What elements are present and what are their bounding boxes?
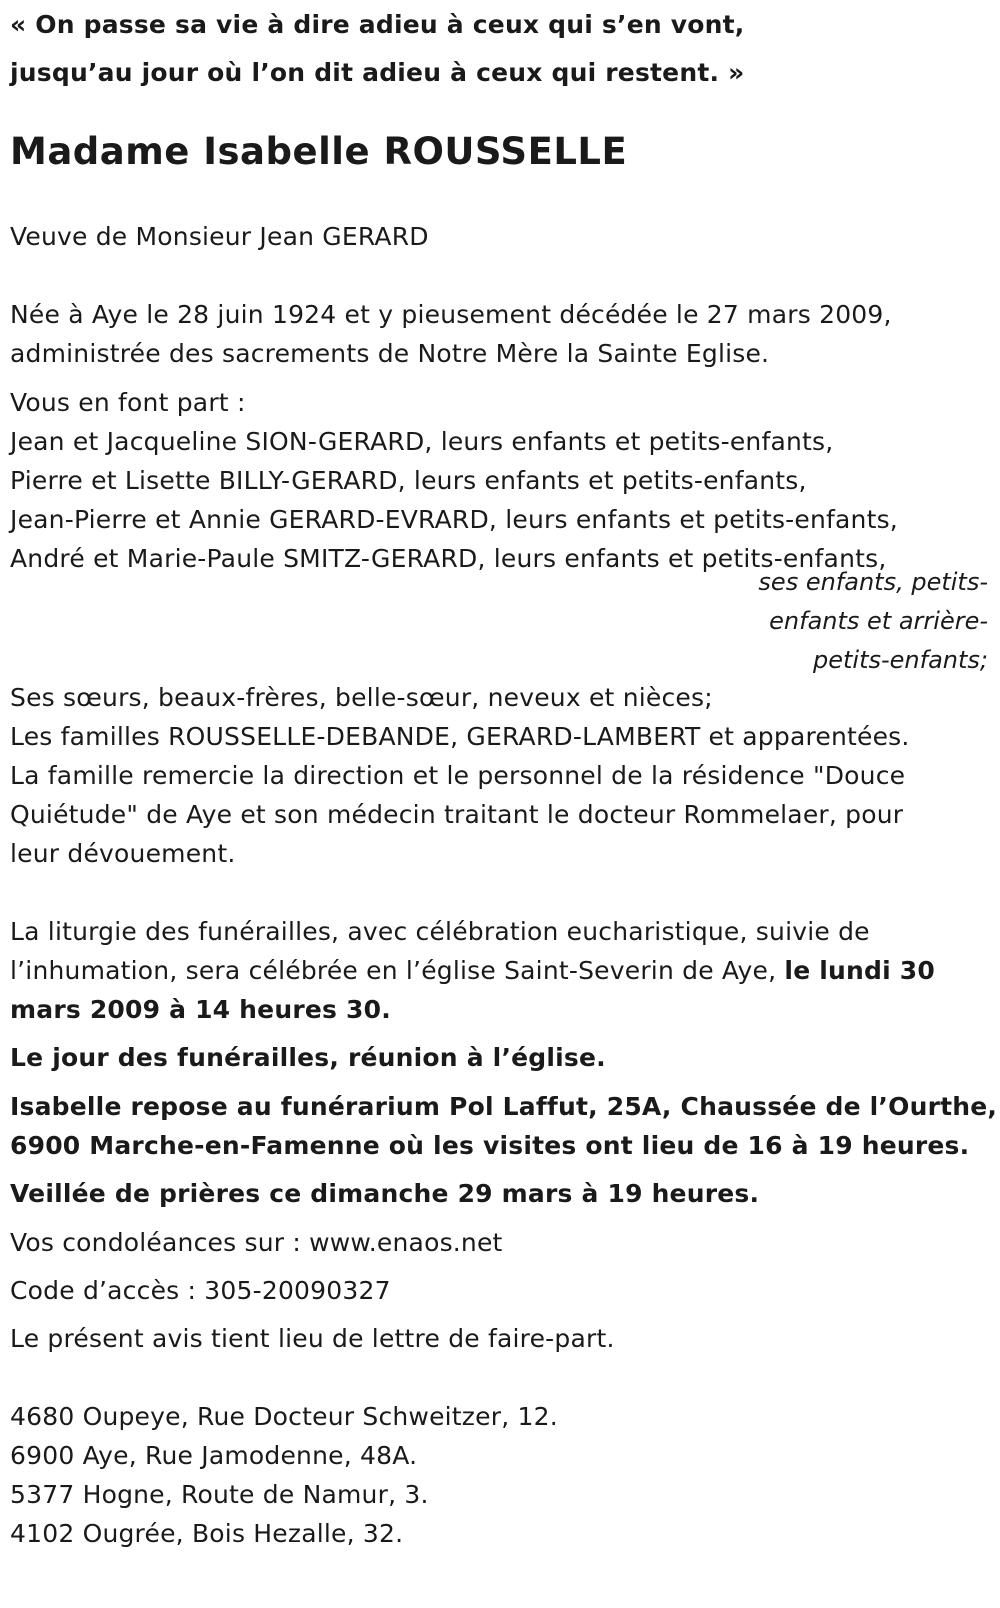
quote-line-1: « On passe sa vie à dire adieu à ceux qui s’en vont, [10, 10, 745, 39]
family-line-1: Jean et Jacqueline SION-GERARD, leurs enfants et petits-enfants, [10, 427, 834, 456]
quote-line-2: jusqu’au jour où l’on dit adieu à ceux qui restent. » [10, 58, 745, 87]
reunion-line: Le jour des funérailles, réunion à l’église. [10, 1043, 606, 1072]
liturgy-line-1: La liturgie des funérailles, avec célébration eucharistique, suivie de [10, 917, 870, 946]
address-1: 4680 Oupeye, Rue Docteur Schweitzer, 12. [10, 1402, 558, 1431]
condolences-line: Vos condoléances sur : www.enaos.net [10, 1228, 503, 1257]
address-4: 4102 Ougrée, Bois Hezalle, 32. [10, 1519, 404, 1548]
birth-line-1: Née à Aye le 28 juin 1924 et y pieusement décédée le 27 mars 2009, [10, 300, 892, 329]
family-line-4: André et Marie-Paule SMITZ-GERARD, leurs enfants et petits-enfants, [10, 544, 887, 573]
liturgy-date-end: mars 2009 à 14 heures 30. [10, 995, 391, 1024]
descendants-line-1: ses enfants, petits- [758, 568, 988, 596]
descendants-line-2: enfants et arrière- [769, 607, 988, 635]
liturgy-date-start: le lundi 30 [784, 956, 935, 985]
thanks-line-3: leur dévouement. [10, 839, 236, 868]
address-2: 6900 Aye, Rue Jamodenne, 48A. [10, 1441, 418, 1470]
funerarium-line-2: 6900 Marche-en-Famenne où les visites ont lieu de 16 à 19 heures. [10, 1131, 970, 1160]
birth-line-2: administrée des sacrements de Notre Mère la Sainte Eglise. [10, 339, 770, 368]
deceased-name: Madame Isabelle ROUSSELLE [10, 130, 628, 173]
address-3: 5377 Hogne, Route de Namur, 3. [10, 1480, 429, 1509]
relatives-line-2: Les familles ROUSSELLE-DEBANDE, GERARD-LAMBERT et apparentées. [10, 722, 910, 751]
family-line-3: Jean-Pierre et Annie GERARD-EVRARD, leurs enfants et petits-enfants, [10, 505, 898, 534]
family-line-2: Pierre et Lisette BILLY-GERARD, leurs enfants et petits-enfants, [10, 466, 807, 495]
descendants-line-3: petits-enfants; [813, 646, 988, 674]
funerarium-line-1: Isabelle repose au funérarium Pol Laffut, 25A, Chaussée de l’Ourthe, [10, 1092, 998, 1121]
widow-line: Veuve de Monsieur Jean GERARD [10, 222, 429, 251]
notice-line: Le présent avis tient lieu de lettre de faire-part. [10, 1324, 615, 1353]
relatives-line-1: Ses sœurs, beaux-frères, belle-sœur, neveux et nièces; [10, 683, 713, 712]
thanks-line-1: La famille remercie la direction et le personnel de la résidence "Douce [10, 761, 906, 790]
thanks-line-2: Quiétude" de Aye et son médecin traitant le docteur Rommelaer, pour [10, 800, 904, 829]
announce-intro: Vous en font part : [10, 388, 246, 417]
liturgy-line-2-text: l’inhumation, sera célébrée en l’église Saint-Severin de Aye, [10, 956, 785, 985]
access-code-line: Code d’accès : 305-20090327 [10, 1276, 391, 1305]
liturgy-line-2 [10, 956, 935, 986]
vigil-line: Veillée de prières ce dimanche 29 mars à 19 heures. [10, 1179, 760, 1208]
